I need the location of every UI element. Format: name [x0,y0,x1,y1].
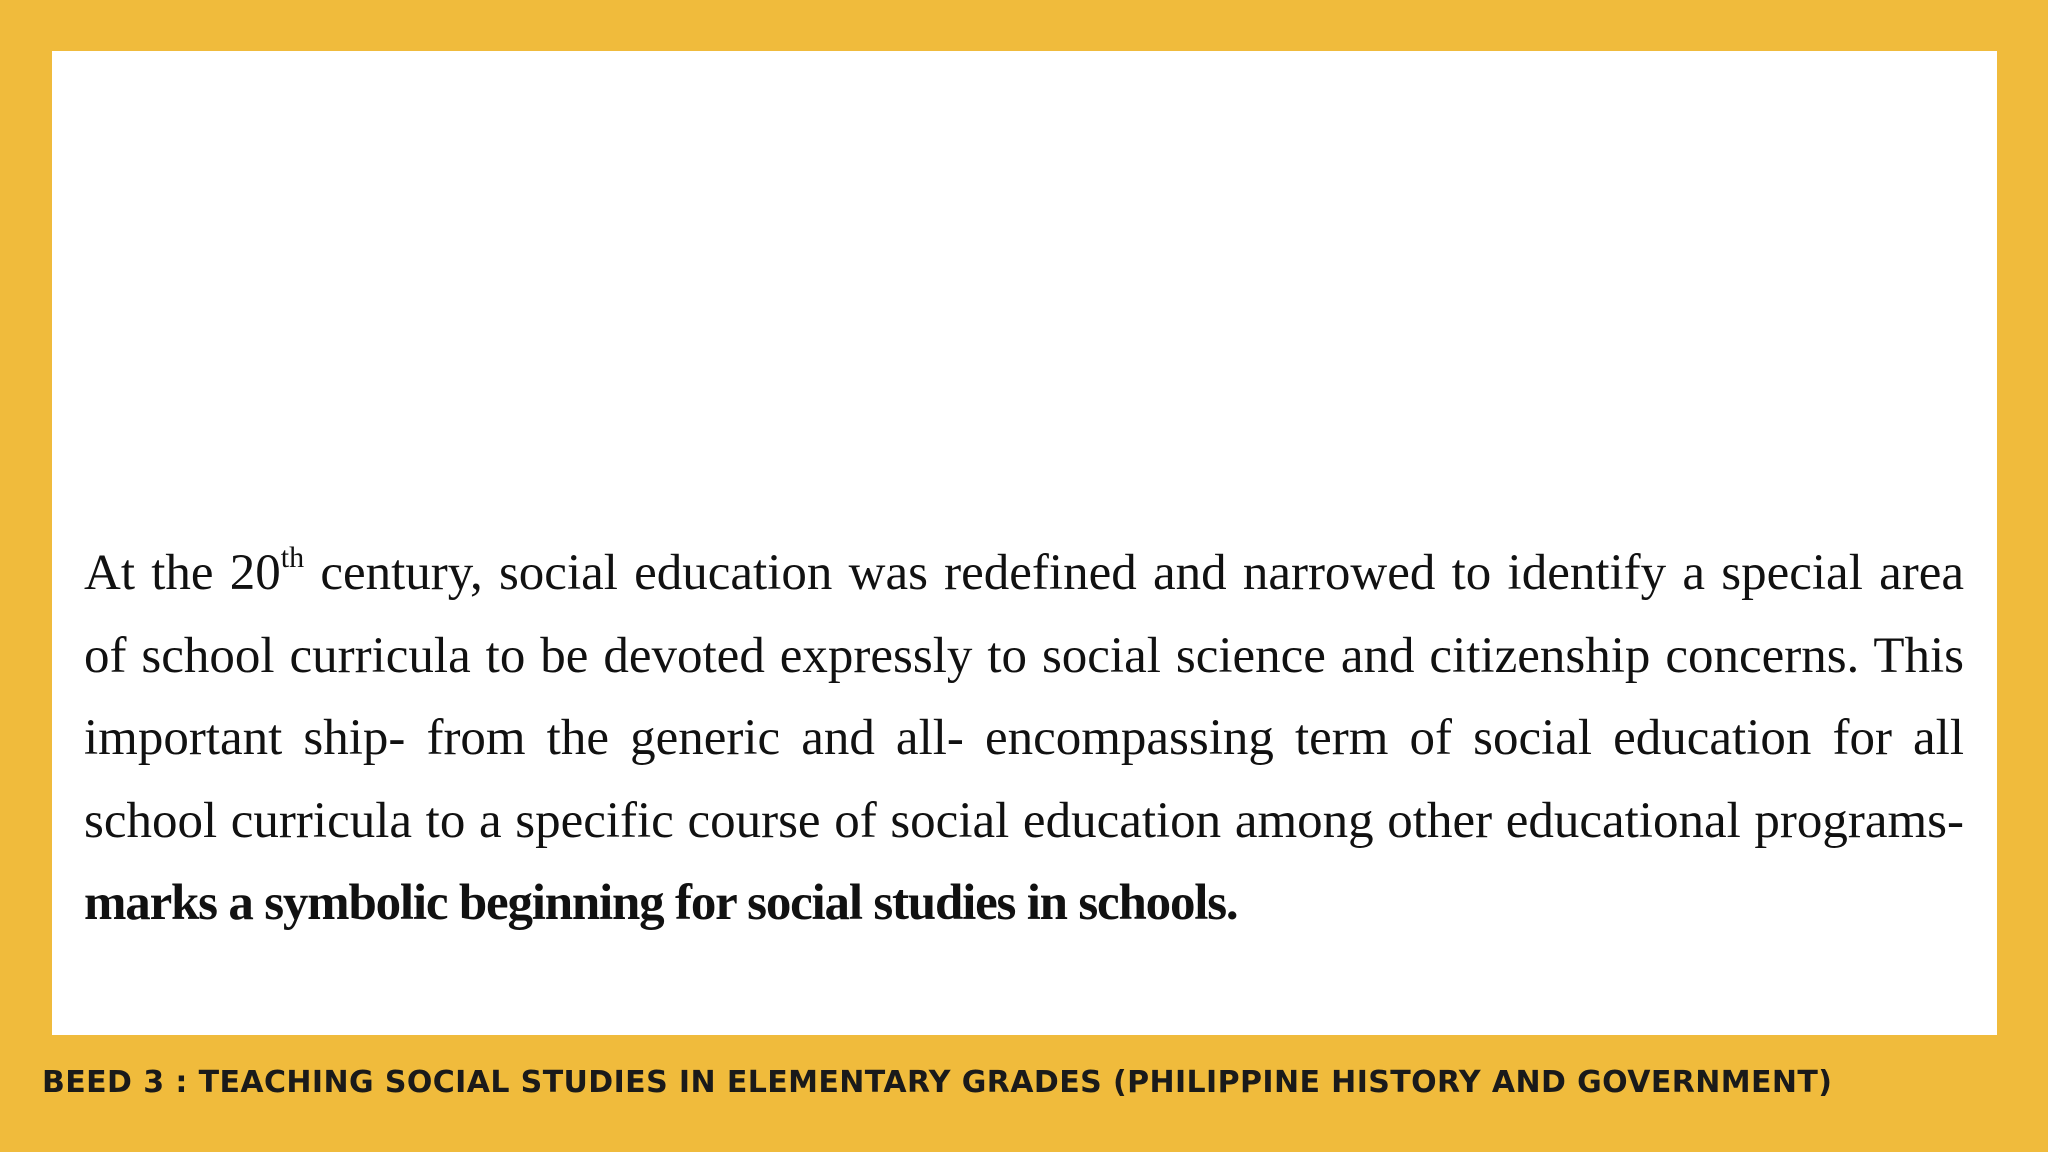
body-paragraph [84,532,1964,945]
footer-course-caption [42,1063,2032,1103]
ordinal-suffix: th [280,541,305,574]
footer-subject: TEACHING SOCIAL STUDIES IN ELEMENTARY GRADES (PHILIPPINE HISTORY AND GOVERNMENT) [198,1065,1833,1100]
footer-course-code: BEED 3 [42,1065,165,1100]
paragraph-intro: At the 20 [84,545,281,601]
paragraph-main-text: century, social education was redefined and narrowed to identify a special area of school curricula to be devoted expressly to social science and citizenship concerns. This important ship- from the generic and all- encompassing term of social education for all school curricula to a specific course of social education among other educational programs- [84,545,1964,849]
footer-separator: : [164,1065,199,1100]
paragraph-emphasis: marks a symbolic beginning for social studies in schools. [84,875,1238,931]
